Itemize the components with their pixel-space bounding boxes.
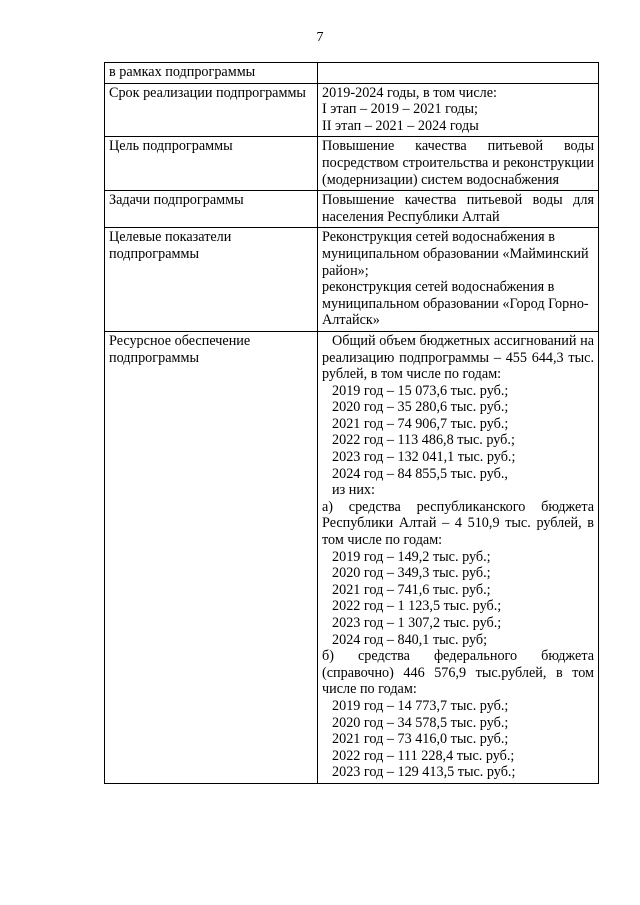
year-line: 2020 год – 34 578,5 тыс. руб.; [332,714,509,731]
total-funding-text: Общий объем бюджетных ассигнований на реализацию подпрограммы – 455 644,3 тыс. рублей, в том числе по годам: [322,332,594,383]
indicator-line: реконструкция сетей водоснабжения в муниципальном образовании «Город Горно-Алтайск» [322,279,589,329]
year-line: 2019 год – 15 073,6 тыс. руб.; [332,382,509,399]
year-line: 2020 год – 349,3 тыс. руб.; [332,565,491,582]
year-line: 2021 год – 741,6 тыс. руб.; [332,581,491,598]
period-line: I этап – 2019 – 2021 годы; [322,101,478,118]
row-value [318,331,599,783]
year-line: 2020 год – 35 280,6 тыс. руб.; [332,399,509,416]
period-line: II этап – 2021 – 2024 годы [322,117,479,134]
indicator-line: Реконструкция сетей водоснабжения в муниципальном образовании «Майминский район»; [322,229,589,279]
row-label: Срок реализации подпрограммы [105,83,318,137]
row-value: Повышение качества питьевой воды для населения Республики Алтай [318,191,599,228]
row-label: Ресурсное обеспечение подпрограммы [105,331,318,783]
table-row [105,191,599,228]
year-line: 2024 год – 840,1 тыс. руб; [332,631,488,648]
year-line: 2021 год – 73 416,0 тыс. руб.; [332,731,509,748]
row-label: Цель подпрограммы [105,137,318,191]
federal-budget-text: б) средства федерального бюджета (справочно) 446 576,9 тыс.рублей, в том числе по годам: [322,648,594,698]
row-value [318,228,599,332]
table-row [105,137,599,191]
year-line: 2022 год – 1 123,5 тыс. руб.; [332,598,502,615]
page-number: 7 [316,30,324,45]
row-value [318,83,599,137]
row-label: Целевые показатели подпрограммы [105,228,318,332]
row-value [318,63,599,84]
row-value: Повышение качества питьевой воды посредством строительства и реконструкции (модернизации) систем водоснабжения [318,137,599,191]
year-line: 2019 год – 14 773,7 тыс. руб.; [332,697,509,714]
year-line: 2019 год – 149,2 тыс. руб.; [332,548,491,565]
table-row [105,83,599,137]
table-row [105,63,599,84]
table-row [105,331,599,783]
year-line: 2023 год – 129 413,5 тыс. руб.; [332,764,516,781]
regional-budget-text: а) средства республиканского бюджета Республики Алтай – 4 510,9 тыс. рублей, в том числе по годам: [322,498,594,549]
table-row [105,228,599,332]
year-line: 2023 год – 1 307,2 тыс. руб.; [332,615,502,631]
year-line: 2022 год – 111 228,4 тыс. руб.; [332,747,515,764]
subprogram-passport-table [104,62,599,784]
year-line: 2022 год – 113 486,8 тыс. руб.; [332,432,515,449]
of-them-line: из них: [332,482,375,499]
year-line: 2023 год – 132 041,1 тыс. руб.; [332,449,516,466]
period-line: 2019-2024 годы, в том числе: [322,84,497,101]
year-line: 2021 год – 74 906,7 тыс. руб.; [332,415,509,432]
year-line: 2024 год – 84 855,5 тыс. руб., [332,465,508,482]
row-label: Задачи подпрограммы [105,191,318,228]
row-label: в рамках подпрограммы [105,63,318,84]
